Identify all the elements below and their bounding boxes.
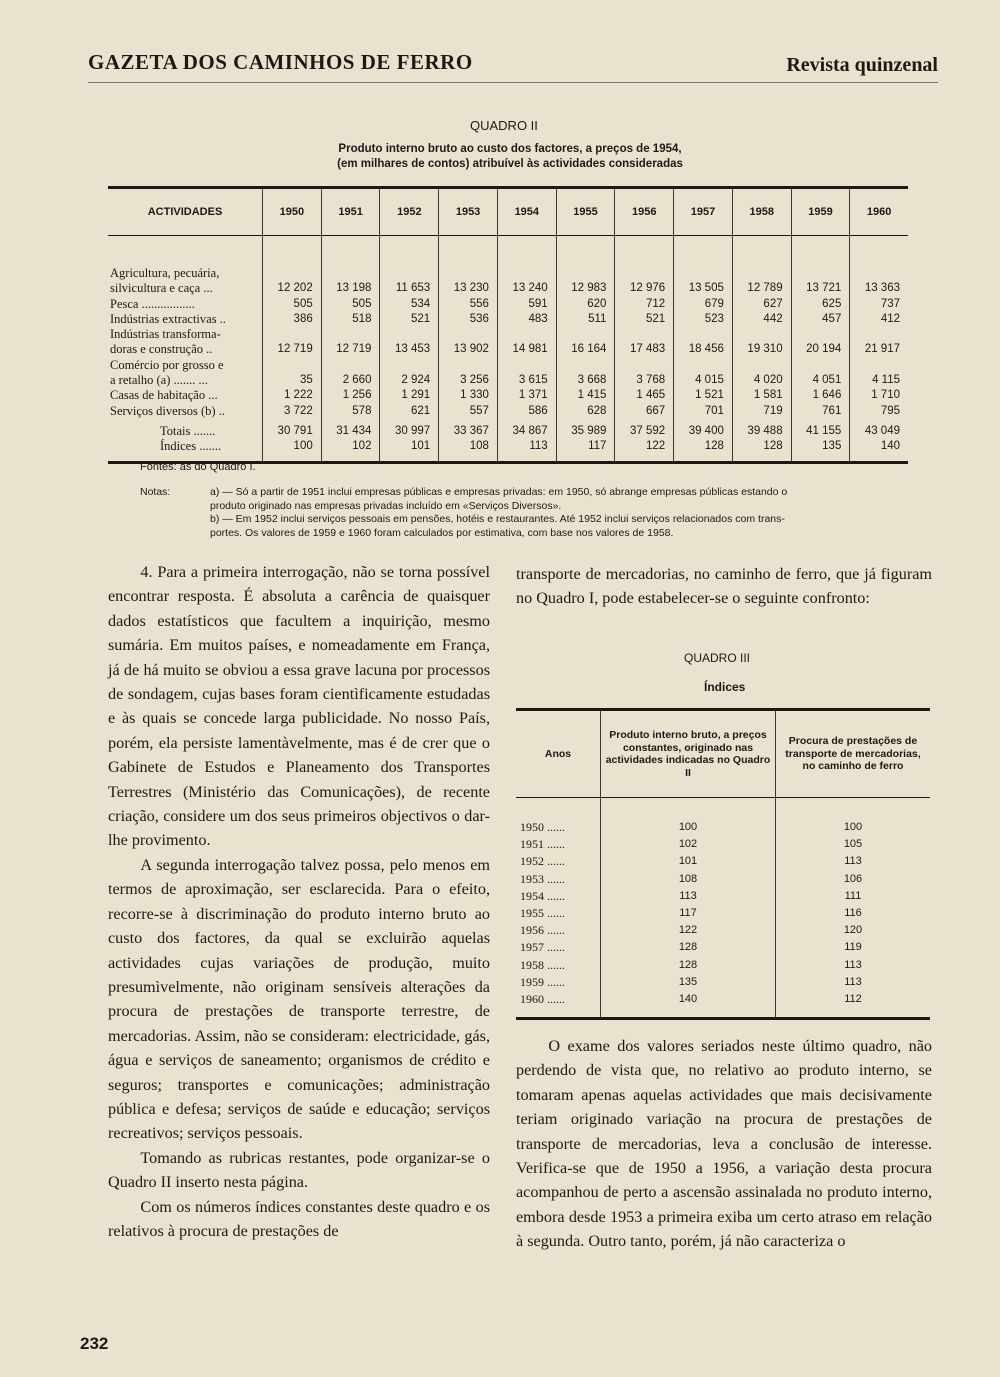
- quadro2-value-cell: 113: [497, 439, 556, 462]
- quadro2-value-cell: 4 020: [732, 358, 791, 389]
- quadro2-value-cell: 518: [321, 312, 380, 327]
- quadro3-procura-cell: 113: [776, 974, 931, 991]
- quadro3-body: [516, 798, 930, 1019]
- quadro3-pib-cell: 108: [601, 871, 776, 888]
- quadro2-activity-label: [108, 236, 263, 297]
- quadro3-procura-cell: 119: [776, 939, 931, 956]
- paragraph-exame: O exame dos valores seriados neste último quadro, não perdendo de vista que, no relativo ao produto interno, se tomaram apenas aquelas actividades que mais decisivamente teriam originado variação na procura de prestações de transporte de mercadorias, leva a conclusão de interesse. Verifica-se que de 1950 a 1956, a variação desta procura acompanhou de perto a ascensão assinalada no produto interno, embora desde 1953 a primeira exiba um certo atraso em relação à segunda. Outro tanto, porém, já não caracteriza o: [516, 1037, 932, 1251]
- quadro2-value-cell: 4 015: [674, 358, 733, 389]
- quadro2-activity-label-line: Serviços diversos (b) ..: [110, 403, 225, 418]
- quadro2-row: [108, 404, 908, 419]
- quadro2-value-cell: 39 400: [674, 419, 733, 439]
- quadro2-value-cell: 3 615: [497, 358, 556, 389]
- quadro2-value-cell: 625: [791, 297, 850, 312]
- quadro2-header-activities: ACTIVIDADES: [108, 188, 263, 236]
- quadro3-row: [516, 991, 930, 1019]
- quadro3-row: [516, 957, 930, 974]
- quadro3-year-cell: 1955 ......: [520, 906, 565, 921]
- quadro2-sources: Fontes: as do Quadro I.: [140, 461, 256, 473]
- quadro2-activity-label: [108, 297, 263, 312]
- quadro2-header-year: 1958: [732, 188, 791, 236]
- quadro2-activity-label: [108, 358, 263, 389]
- quadro2-value-cell: 3 722: [263, 404, 322, 419]
- quadro2-value-cell: 386: [263, 312, 322, 327]
- quadro2-activity-label-line: doras e construção ..: [110, 342, 213, 357]
- quadro2-row: [108, 388, 908, 403]
- quadro2-table: [108, 186, 908, 464]
- quadro2-row: [108, 358, 908, 389]
- quadro2-activity-label-line: silvicultura e caça ...: [110, 281, 213, 296]
- quadro2-value-cell: 1 291: [380, 388, 439, 403]
- quadro2-value-cell: 35: [263, 358, 322, 389]
- quadro2-header-year: 1952: [380, 188, 439, 236]
- quadro3-pib-cell: 102: [601, 836, 776, 853]
- right-column-bottom: [516, 1034, 932, 1254]
- quadro2-value-cell: 719: [732, 404, 791, 419]
- quadro3-procura-cell: 116: [776, 905, 931, 922]
- quadro3-row: [516, 974, 930, 991]
- quadro2-value-cell: 591: [497, 297, 556, 312]
- quadro2-header-year: 1954: [497, 188, 556, 236]
- paragraph-numeros-indices: Com os números índices constantes deste quadro e os relativos à procura de prestações de: [108, 1197, 490, 1240]
- quadro2-row: [108, 312, 908, 327]
- quadro2-value-cell: 536: [439, 312, 498, 327]
- quadro2-body: [108, 236, 908, 463]
- quadro2-value-cell: 13 230: [439, 236, 498, 297]
- quadro2-value-cell: 135: [791, 439, 850, 462]
- quadro3-pib-cell: 117: [601, 905, 776, 922]
- header-rule: [88, 82, 938, 83]
- quadro2-value-cell: 621: [380, 404, 439, 419]
- quadro3-year-cell: 1958 ......: [520, 957, 565, 972]
- quadro2-activity-label: [108, 419, 263, 439]
- quadro3-procura-cell: 120: [776, 922, 931, 939]
- quadro2-value-cell: 3 256: [439, 358, 498, 389]
- quadro3-header-procura: Procura de prestações de transporte de mercadorias, no caminho de ferro: [776, 710, 931, 798]
- quadro2-value-cell: 511: [556, 312, 615, 327]
- quadro3-procura-cell: 111: [776, 888, 931, 905]
- quadro2-header-year: 1951: [321, 188, 380, 236]
- quadro2-value-cell: 13 363: [850, 236, 908, 297]
- quadro2-value-cell: 18 456: [674, 327, 733, 358]
- quadro3-year-cell: 1950 ......: [520, 820, 565, 834]
- quadro2-value-cell: 12 976: [615, 236, 674, 297]
- quadro2-activity-label-line: Comércio por grosso e: [110, 357, 224, 372]
- note-b-line2: portes. Os valores de 1959 e 1960 foram calculados por estimativa, com base nos valores de 1958.: [210, 526, 674, 539]
- quadro2-activity-label-line: Agricultura, pecuária,: [110, 266, 220, 280]
- quadro2-value-cell: 101: [380, 439, 439, 462]
- quadro2-row: [108, 327, 908, 358]
- quadro2-value-cell: 11 653: [380, 236, 439, 297]
- quadro3-pib-cell: 128: [601, 957, 776, 974]
- quadro2-header-row: [108, 188, 908, 236]
- quadro3-procura-cell: 112: [776, 991, 931, 1019]
- journal-title: GAZETA DOS CAMINHOS DE FERRO: [88, 50, 473, 74]
- note-a-line1: a) — Só a partir de 1951 inclui empresas públicas e empresas privadas: em 1950, só abrange empresas públicas estando o: [210, 486, 788, 498]
- right-column-top: [516, 562, 932, 611]
- quadro2-value-cell: 667: [615, 404, 674, 419]
- quadro2-value-cell: 1 256: [321, 388, 380, 403]
- quadro2-value-cell: 30 791: [263, 419, 322, 439]
- quadro2-value-cell: 1 415: [556, 388, 615, 403]
- notes-label: Notas:: [140, 486, 171, 498]
- quadro3-year-cell: 1957 ......: [520, 940, 565, 955]
- quadro3-procura-cell: 106: [776, 871, 931, 888]
- quadro2-activity-label-line: Índices .......: [160, 439, 222, 454]
- quadro2-value-cell: 412: [850, 312, 908, 327]
- quadro2-value-cell: 19 310: [732, 327, 791, 358]
- quadro2-value-cell: 12 789: [732, 236, 791, 297]
- quadro2-value-cell: 13 198: [321, 236, 380, 297]
- quadro3-title: Índices: [704, 680, 746, 694]
- quadro2-value-cell: 3 668: [556, 358, 615, 389]
- quadro2-header-year: 1956: [615, 188, 674, 236]
- quadro2-value-cell: 43 049: [850, 419, 908, 439]
- quadro3-pib-cell: 135: [601, 974, 776, 991]
- quadro2-value-cell: 30 997: [380, 419, 439, 439]
- quadro2-value-cell: 578: [321, 404, 380, 419]
- quadro2-value-cell: 20 194: [791, 327, 850, 358]
- quadro3-row: [516, 888, 930, 905]
- quadro2-value-cell: 140: [850, 439, 908, 462]
- quadro2-value-cell: 12 983: [556, 236, 615, 297]
- quadro2-value-cell: 627: [732, 297, 791, 312]
- quadro3-pib-cell: 101: [601, 853, 776, 870]
- note-b-line1: b) — Em 1952 inclui serviços pessoais em pensões, hotéis e restaurantes. Até 1952 inclui serviços relacionados com trans-: [210, 513, 785, 525]
- quadro3-year-cell: 1960 ......: [516, 991, 601, 1019]
- quadro2-activity-label-line: Casas de habitação ...: [110, 388, 218, 403]
- quadro2-value-cell: 122: [615, 439, 674, 462]
- quadro2-value-cell: 12 719: [321, 327, 380, 358]
- quadro2-value-cell: 1 222: [263, 388, 322, 403]
- quadro2-activity-label-line: a retalho (a) ....... ...: [110, 373, 208, 388]
- quadro2-value-cell: 16 164: [556, 327, 615, 358]
- quadro2-value-cell: 712: [615, 297, 674, 312]
- quadro2-value-cell: 795: [850, 404, 908, 419]
- quadro3-header-anos: Anos: [516, 710, 601, 798]
- quadro2-value-cell: 102: [321, 439, 380, 462]
- quadro3-pib-cell: 113: [601, 888, 776, 905]
- left-column: [108, 560, 490, 1243]
- quadro2-header-year: 1950: [263, 188, 322, 236]
- quadro2-value-cell: 1 581: [732, 388, 791, 403]
- quadro2-value-cell: 13 240: [497, 236, 556, 297]
- quadro3-row: [516, 939, 930, 956]
- quadro2-value-cell: 39 488: [732, 419, 791, 439]
- quadro3-year-cell: 1952 ......: [520, 854, 565, 869]
- quadro2-activity-label-line: Pesca .................: [110, 296, 195, 311]
- quadro3-year-cell: 1953 ......: [520, 871, 565, 886]
- quadro2-value-cell: 1 646: [791, 388, 850, 403]
- quadro2-activity-label-line: Indústrias extractivas ..: [110, 311, 226, 326]
- quadro2-activity-label: [108, 312, 263, 327]
- quadro3-pib-cell: 128: [601, 939, 776, 956]
- note-a-line2: produto originado nas empresas privadas incluído em «Serviços Diversos».: [210, 499, 562, 512]
- quadro2-value-cell: 701: [674, 404, 733, 419]
- quadro3-row: [516, 853, 930, 870]
- paragraph-segunda-interrogacao: A segunda interrogação talvez possa, pelo menos em termos de aproximação, ser esclarecida. Para o efeito, recorre-se à discriminação do produto interno bruto ao custo dos factores, da qual se excluirão aquelas actividades cujas variações de produção, muito presumìvelmente, não originam sensíveis alterações da procura de prestações de transporte terrestre, de mercadorias. Assim, não se consideram: electricidade, gás, água e serviços de saneamento; organismos de crédito e seguros; transportes e comunicações; administração pública e defesa; serviços de saúde e educação; serviços recreativos; serviços pessoais.: [108, 855, 490, 1143]
- quadro2-value-cell: 1 521: [674, 388, 733, 403]
- quadro2-value-cell: 21 917: [850, 327, 908, 358]
- quadro2-value-cell: 679: [674, 297, 733, 312]
- quadro3-procura-cell: 113: [776, 853, 931, 870]
- quadro2-value-cell: 1 465: [615, 388, 674, 403]
- quadro2-value-cell: 34 867: [497, 419, 556, 439]
- quadro2-value-cell: 505: [321, 297, 380, 312]
- quadro2-title: [200, 142, 820, 172]
- quadro2-value-cell: 761: [791, 404, 850, 419]
- quadro3-table: [516, 708, 930, 1020]
- quadro2-value-cell: 3 768: [615, 358, 674, 389]
- quadro2-title-line2: (em milhares de contos) atribuível às actividades consideradas: [337, 158, 683, 170]
- quadro2-value-cell: 13 505: [674, 236, 733, 297]
- quadro2-value-cell: 128: [732, 439, 791, 462]
- quadro2-row: [108, 419, 908, 439]
- quadro2-value-cell: 586: [497, 404, 556, 419]
- quadro2-value-cell: 17 483: [615, 327, 674, 358]
- quadro2-value-cell: 13 902: [439, 327, 498, 358]
- quadro3-year-cell: 1956 ......: [520, 923, 565, 938]
- quadro2-value-cell: 117: [556, 439, 615, 462]
- quadro2-value-cell: 737: [850, 297, 908, 312]
- quadro2-value-cell: 35 989: [556, 419, 615, 439]
- quadro2-activity-label: [108, 327, 263, 358]
- quadro3-procura-cell: 113: [776, 957, 931, 974]
- quadro2-value-cell: 12 202: [263, 236, 322, 297]
- quadro2-value-cell: 523: [674, 312, 733, 327]
- quadro2-activity-label-line: Indústrias transforma-: [110, 327, 221, 342]
- quadro3-procura-cell: 105: [776, 836, 931, 853]
- paragraph-confronto: transporte de mercadorias, no caminho de ferro, que já figuram no Quadro I, pode estabelecer-se o seguinte confronto:: [516, 565, 932, 608]
- quadro2-value-cell: 483: [497, 312, 556, 327]
- quadro2-value-cell: 108: [439, 439, 498, 462]
- quadro3-pib-cell: 100: [601, 798, 776, 837]
- quadro2-value-cell: 557: [439, 404, 498, 419]
- quadro2-notes: [140, 486, 910, 540]
- quadro2-value-cell: 128: [674, 439, 733, 462]
- quadro2-value-cell: 13 453: [380, 327, 439, 358]
- quadro2-value-cell: 12 719: [263, 327, 322, 358]
- quadro2-header-year: 1957: [674, 188, 733, 236]
- quadro2-activity-label: [108, 404, 263, 419]
- quadro2-value-cell: 1 330: [439, 388, 498, 403]
- quadro2-value-cell: 37 592: [615, 419, 674, 439]
- quadro2-value-cell: 1 710: [850, 388, 908, 403]
- quadro2-value-cell: 521: [380, 312, 439, 327]
- quadro3-year-cell: 1959 ......: [520, 974, 565, 989]
- quadro2-header-year: 1959: [791, 188, 850, 236]
- quadro3-row: [516, 836, 930, 853]
- quadro2-label: QUADRO II: [470, 118, 538, 133]
- quadro3-year-cell: 1951 ......: [520, 837, 565, 852]
- quadro2-value-cell: 2 660: [321, 358, 380, 389]
- quadro2-title-line1: Produto interno bruto ao custo dos factores, a preços de 1954,: [338, 143, 682, 155]
- quadro3-header-pib: Produto interno bruto, a preços constantes, originado nas actividades indicadas no Quadro II: [601, 710, 776, 798]
- quadro2-value-cell: 4 051: [791, 358, 850, 389]
- quadro3-pib-cell: 122: [601, 922, 776, 939]
- quadro2-value-cell: 1 371: [497, 388, 556, 403]
- quadro2-row: [108, 236, 908, 297]
- quadro3-pib-cell: 140: [601, 991, 776, 1019]
- quadro2-value-cell: 521: [615, 312, 674, 327]
- quadro2-value-cell: 505: [263, 297, 322, 312]
- journal-subtitle: Revista quinzenal: [786, 54, 938, 76]
- quadro2-value-cell: 4 115: [850, 358, 908, 389]
- quadro2-activity-label-line: Totais .......: [160, 423, 216, 438]
- page-number: 232: [80, 1334, 109, 1353]
- quadro2-header-year: 1955: [556, 188, 615, 236]
- quadro3-row: [516, 905, 930, 922]
- quadro2-value-cell: 628: [556, 404, 615, 419]
- quadro2-row: [108, 439, 908, 462]
- quadro3-row: [516, 871, 930, 888]
- quadro2-value-cell: 620: [556, 297, 615, 312]
- quadro2-value-cell: 41 155: [791, 419, 850, 439]
- quadro2-value-cell: 14 981: [497, 327, 556, 358]
- quadro2-value-cell: 33 367: [439, 419, 498, 439]
- quadro3-year-cell: 1954 ......: [520, 888, 565, 903]
- quadro2-value-cell: 534: [380, 297, 439, 312]
- quadro2-value-cell: 457: [791, 312, 850, 327]
- quadro3-row: [516, 798, 930, 837]
- paragraph-4: 4. Para a primeira interrogação, não se torna possível encontrar resposta. É absoluta a carência de quaisquer dados estatísticos que facultem a inquirição, mesmo sumária. Em muitos países, e nomeadamente em França, já de há muito se obviou a essa grave lacuna por processos de sondagem, cujas bases foram cientìficamente estudadas e às quais se concede larga publicidade. No nosso País, porém, ela persiste lamentàvelmente, mas é de crer que o Gabinete de Estudos e Planeamento dos Transportes Terrestres (Ministério das Comunicações), de recente criação, considere um dos seus primeiros objectivos o dar-lhe provimento.: [108, 563, 490, 850]
- quadro2-value-cell: 2 924: [380, 358, 439, 389]
- quadro2-activity-label: [108, 439, 263, 462]
- paragraph-rubricas: Tomando as rubricas restantes, pode organizar-se o Quadro II inserto nesta página.: [108, 1148, 490, 1192]
- quadro2-header-year: 1960: [850, 188, 908, 236]
- quadro2-value-cell: 100: [263, 439, 322, 462]
- quadro2-value-cell: 13 721: [791, 236, 850, 297]
- quadro3-procura-cell: 100: [776, 798, 931, 837]
- quadro2-value-cell: 442: [732, 312, 791, 327]
- quadro3-row: [516, 922, 930, 939]
- quadro2-header-year: 1953: [439, 188, 498, 236]
- quadro2-activity-label: [108, 388, 263, 403]
- quadro2-row: [108, 297, 908, 312]
- quadro3-header-row: [516, 710, 930, 798]
- quadro2-value-cell: 556: [439, 297, 498, 312]
- quadro2-value-cell: 31 434: [321, 419, 380, 439]
- quadro3-label: QUADRO III: [684, 651, 751, 665]
